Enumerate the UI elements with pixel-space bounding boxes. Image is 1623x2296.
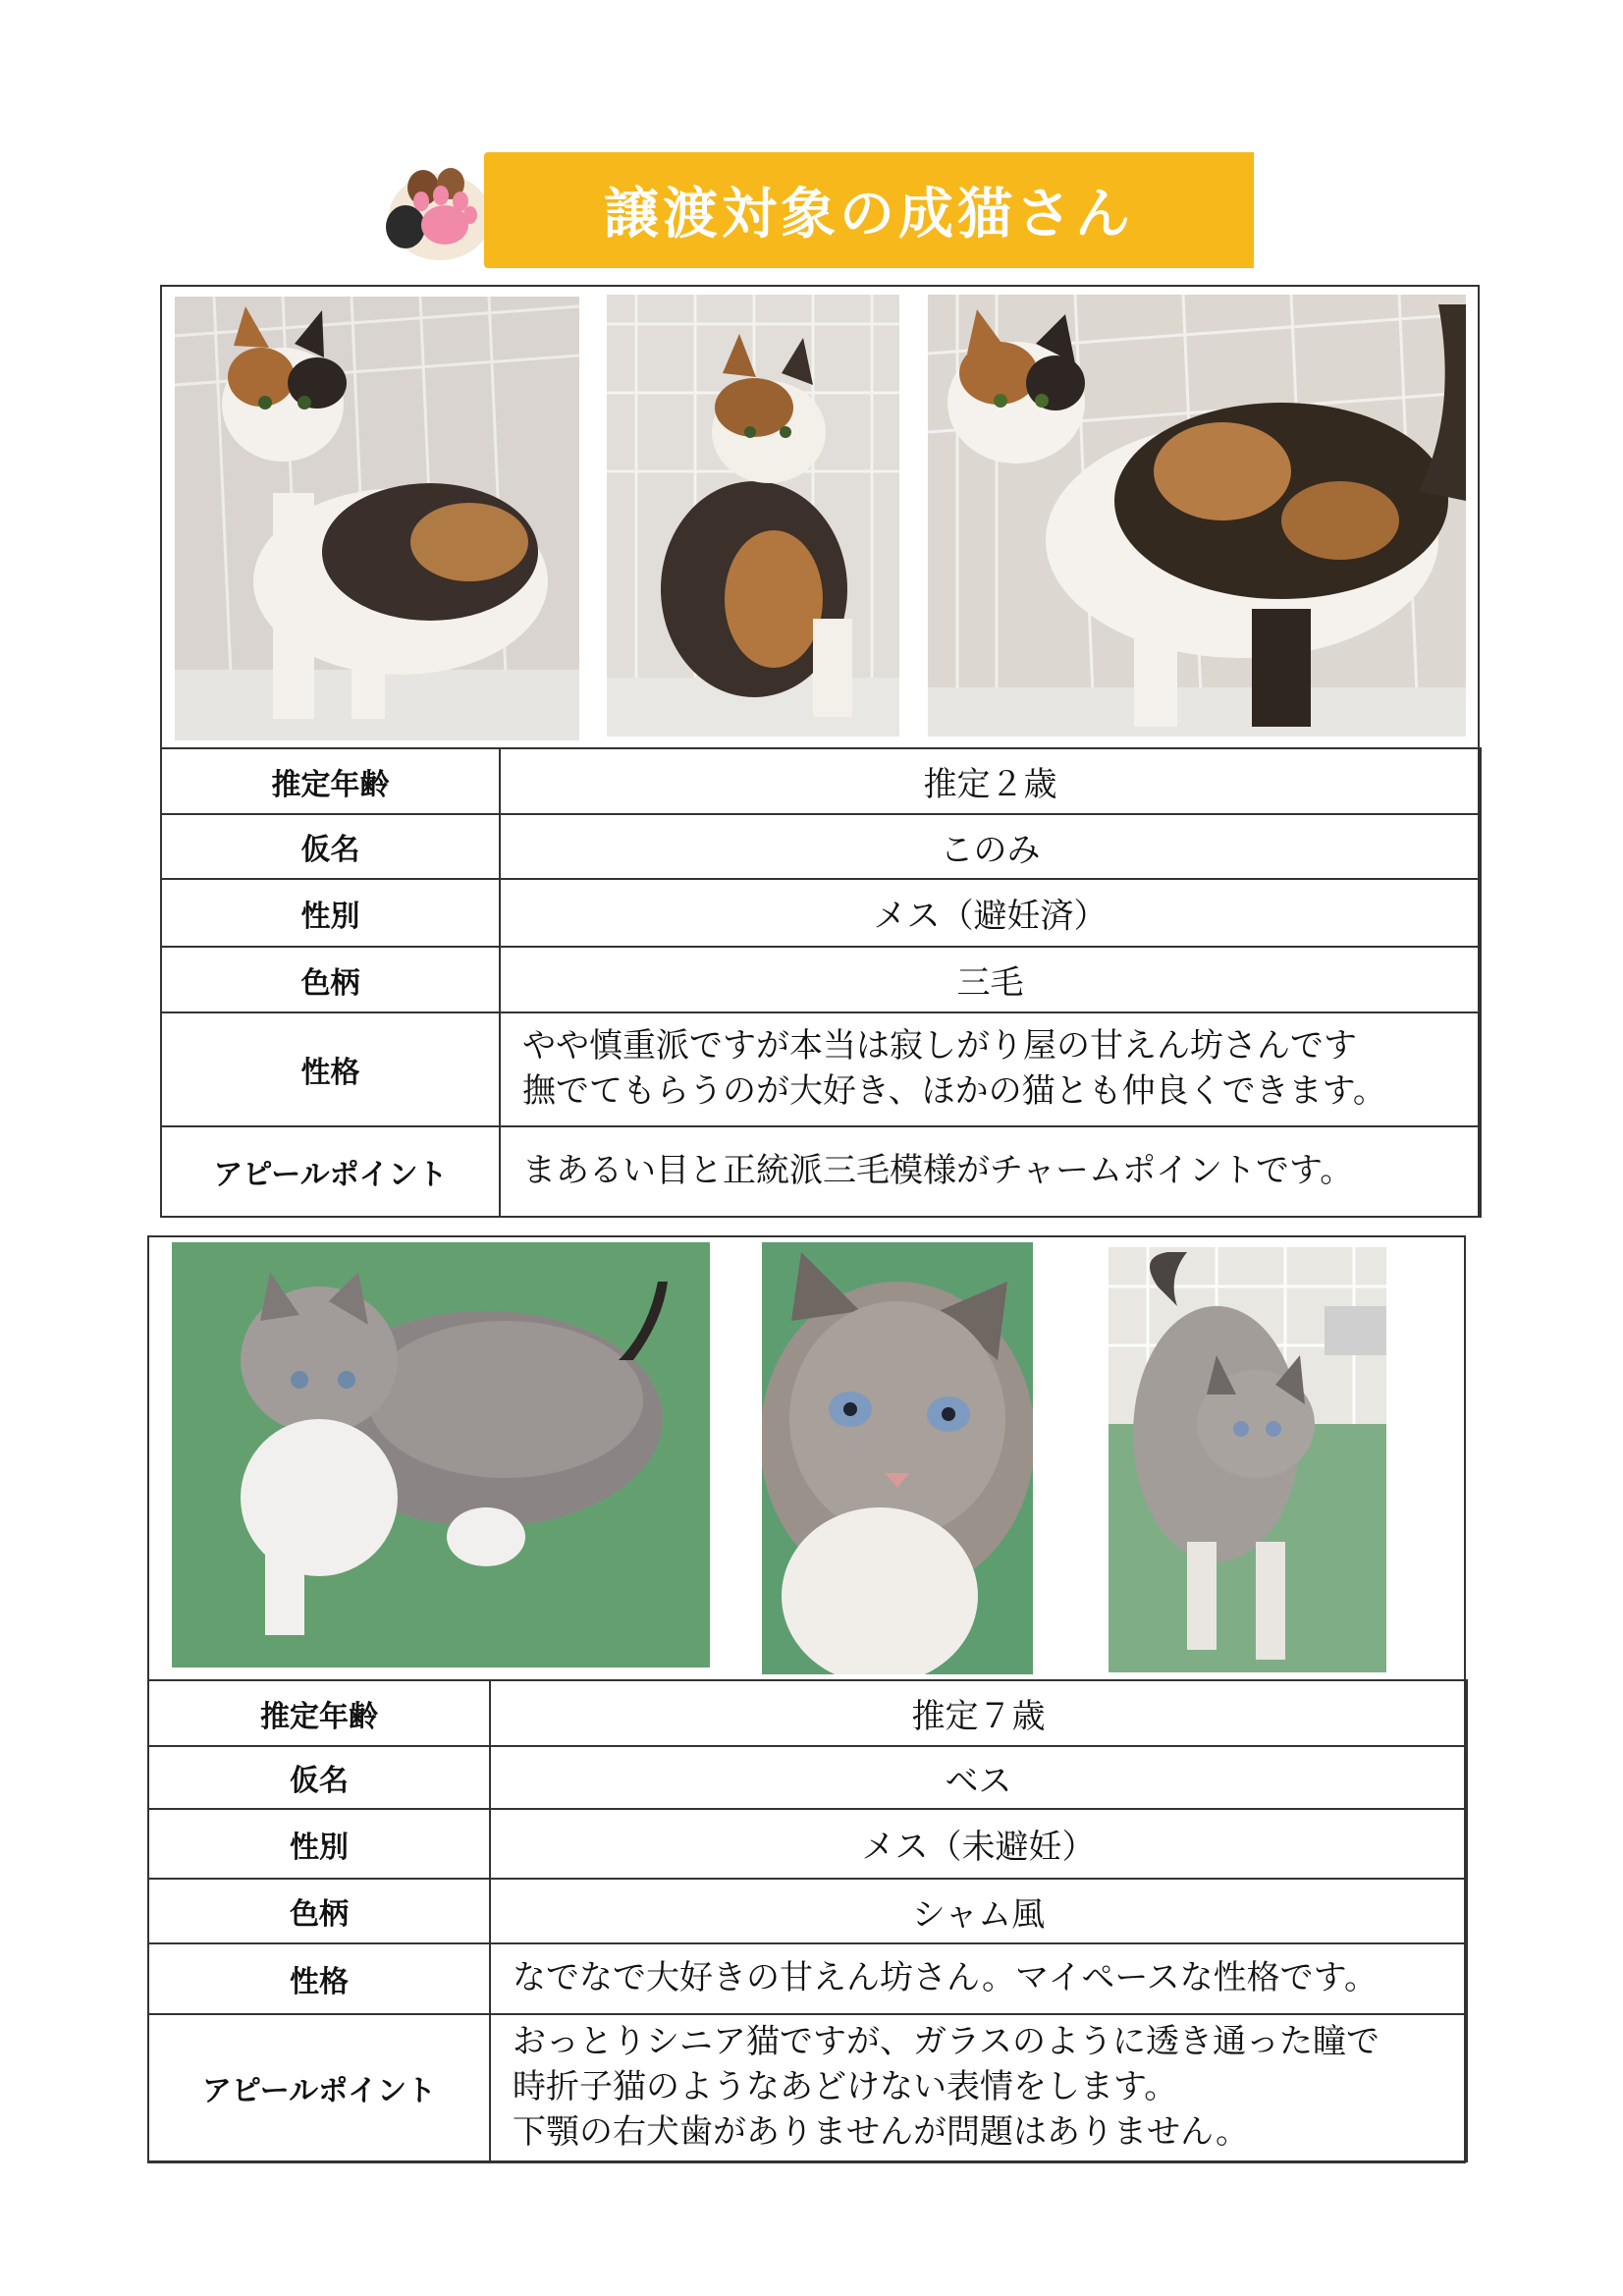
cat-info-table-2 [147,1679,1468,2162]
color-label: 色柄 [161,947,500,1012]
appeal-line: 下顎の右犬歯がありませんが問題はありません。 [513,2111,1250,2152]
siamese-cat-photo-standing [1109,1247,1386,1672]
calico-cat-photo-standing [175,297,579,740]
cat-card-1 [160,285,1480,1218]
appeal-value [500,1126,1481,1217]
name-value: このみ [500,814,1481,879]
calico-cat-photo-sitting [607,295,899,737]
personality-label: 性格 [148,1943,490,2014]
table-row [161,814,1481,879]
table-row [148,2014,1467,2161]
personality-label: 性格 [161,1012,500,1126]
appeal-label: アピールポイント [161,1126,500,1217]
color-label: 色柄 [148,1879,490,1943]
color-value: 三毛 [500,947,1481,1012]
table-row [161,1012,1481,1126]
table-row [148,1943,1467,2014]
personality-value [500,1012,1481,1126]
table-row [161,947,1481,1012]
table-row [148,1809,1467,1879]
name-label: 仮名 [161,814,500,879]
sex-label: 性別 [161,879,500,947]
header-banner [484,152,1254,268]
age-value: 推定２歳 [500,748,1481,814]
appeal-line: おっとりシニア猫ですが、ガラスのように透き通った瞳で [513,2022,1380,2062]
sex-value: メス（未避妊） [490,1809,1467,1879]
table-row [161,748,1481,814]
table-row [148,1746,1467,1809]
appeal-label: アピールポイント [148,2014,490,2161]
age-label: 推定年齢 [148,1680,490,1746]
sex-value: メス（避妊済） [500,879,1481,947]
table-row [161,879,1481,947]
personality-line: 撫でてもらうのが大好き、ほかの猫とも仲良くできます。 [522,1071,1386,1111]
personality-line: なでなで大好きの甘えん坊さん。マイペースな性格です。 [513,1958,1378,1998]
page-title: 譲渡対象の成猫さん [604,183,1134,246]
page-header [386,152,1254,268]
appeal-line: まあるい目と正統派三毛模様がチャームポイントです。 [522,1151,1354,1191]
table-row [148,1680,1467,1746]
sex-label: 性別 [148,1809,490,1879]
table-row [148,1879,1467,1943]
cat-card-2 [147,1235,1466,2163]
personality-value [490,1943,1467,2014]
appeal-value [490,2014,1467,2161]
color-value: シャム風 [490,1879,1467,1943]
table-row [161,1126,1481,1217]
personality-line: やや慎重派ですが本当は寂しがり屋の甘えん坊さんです [522,1026,1357,1066]
age-label: 推定年齢 [161,748,500,814]
name-value: ベス [490,1746,1467,1809]
siamese-cat-photo-face [762,1242,1033,1674]
cat-info-table-1 [160,747,1482,1218]
name-label: 仮名 [148,1746,490,1809]
calico-cat-photo-looking-up [928,295,1466,737]
siamese-cat-photo-walking [172,1242,710,1667]
age-value: 推定７歳 [490,1680,1467,1746]
appeal-line: 時折子猫のようなあどけない表情をします。 [513,2067,1178,2107]
